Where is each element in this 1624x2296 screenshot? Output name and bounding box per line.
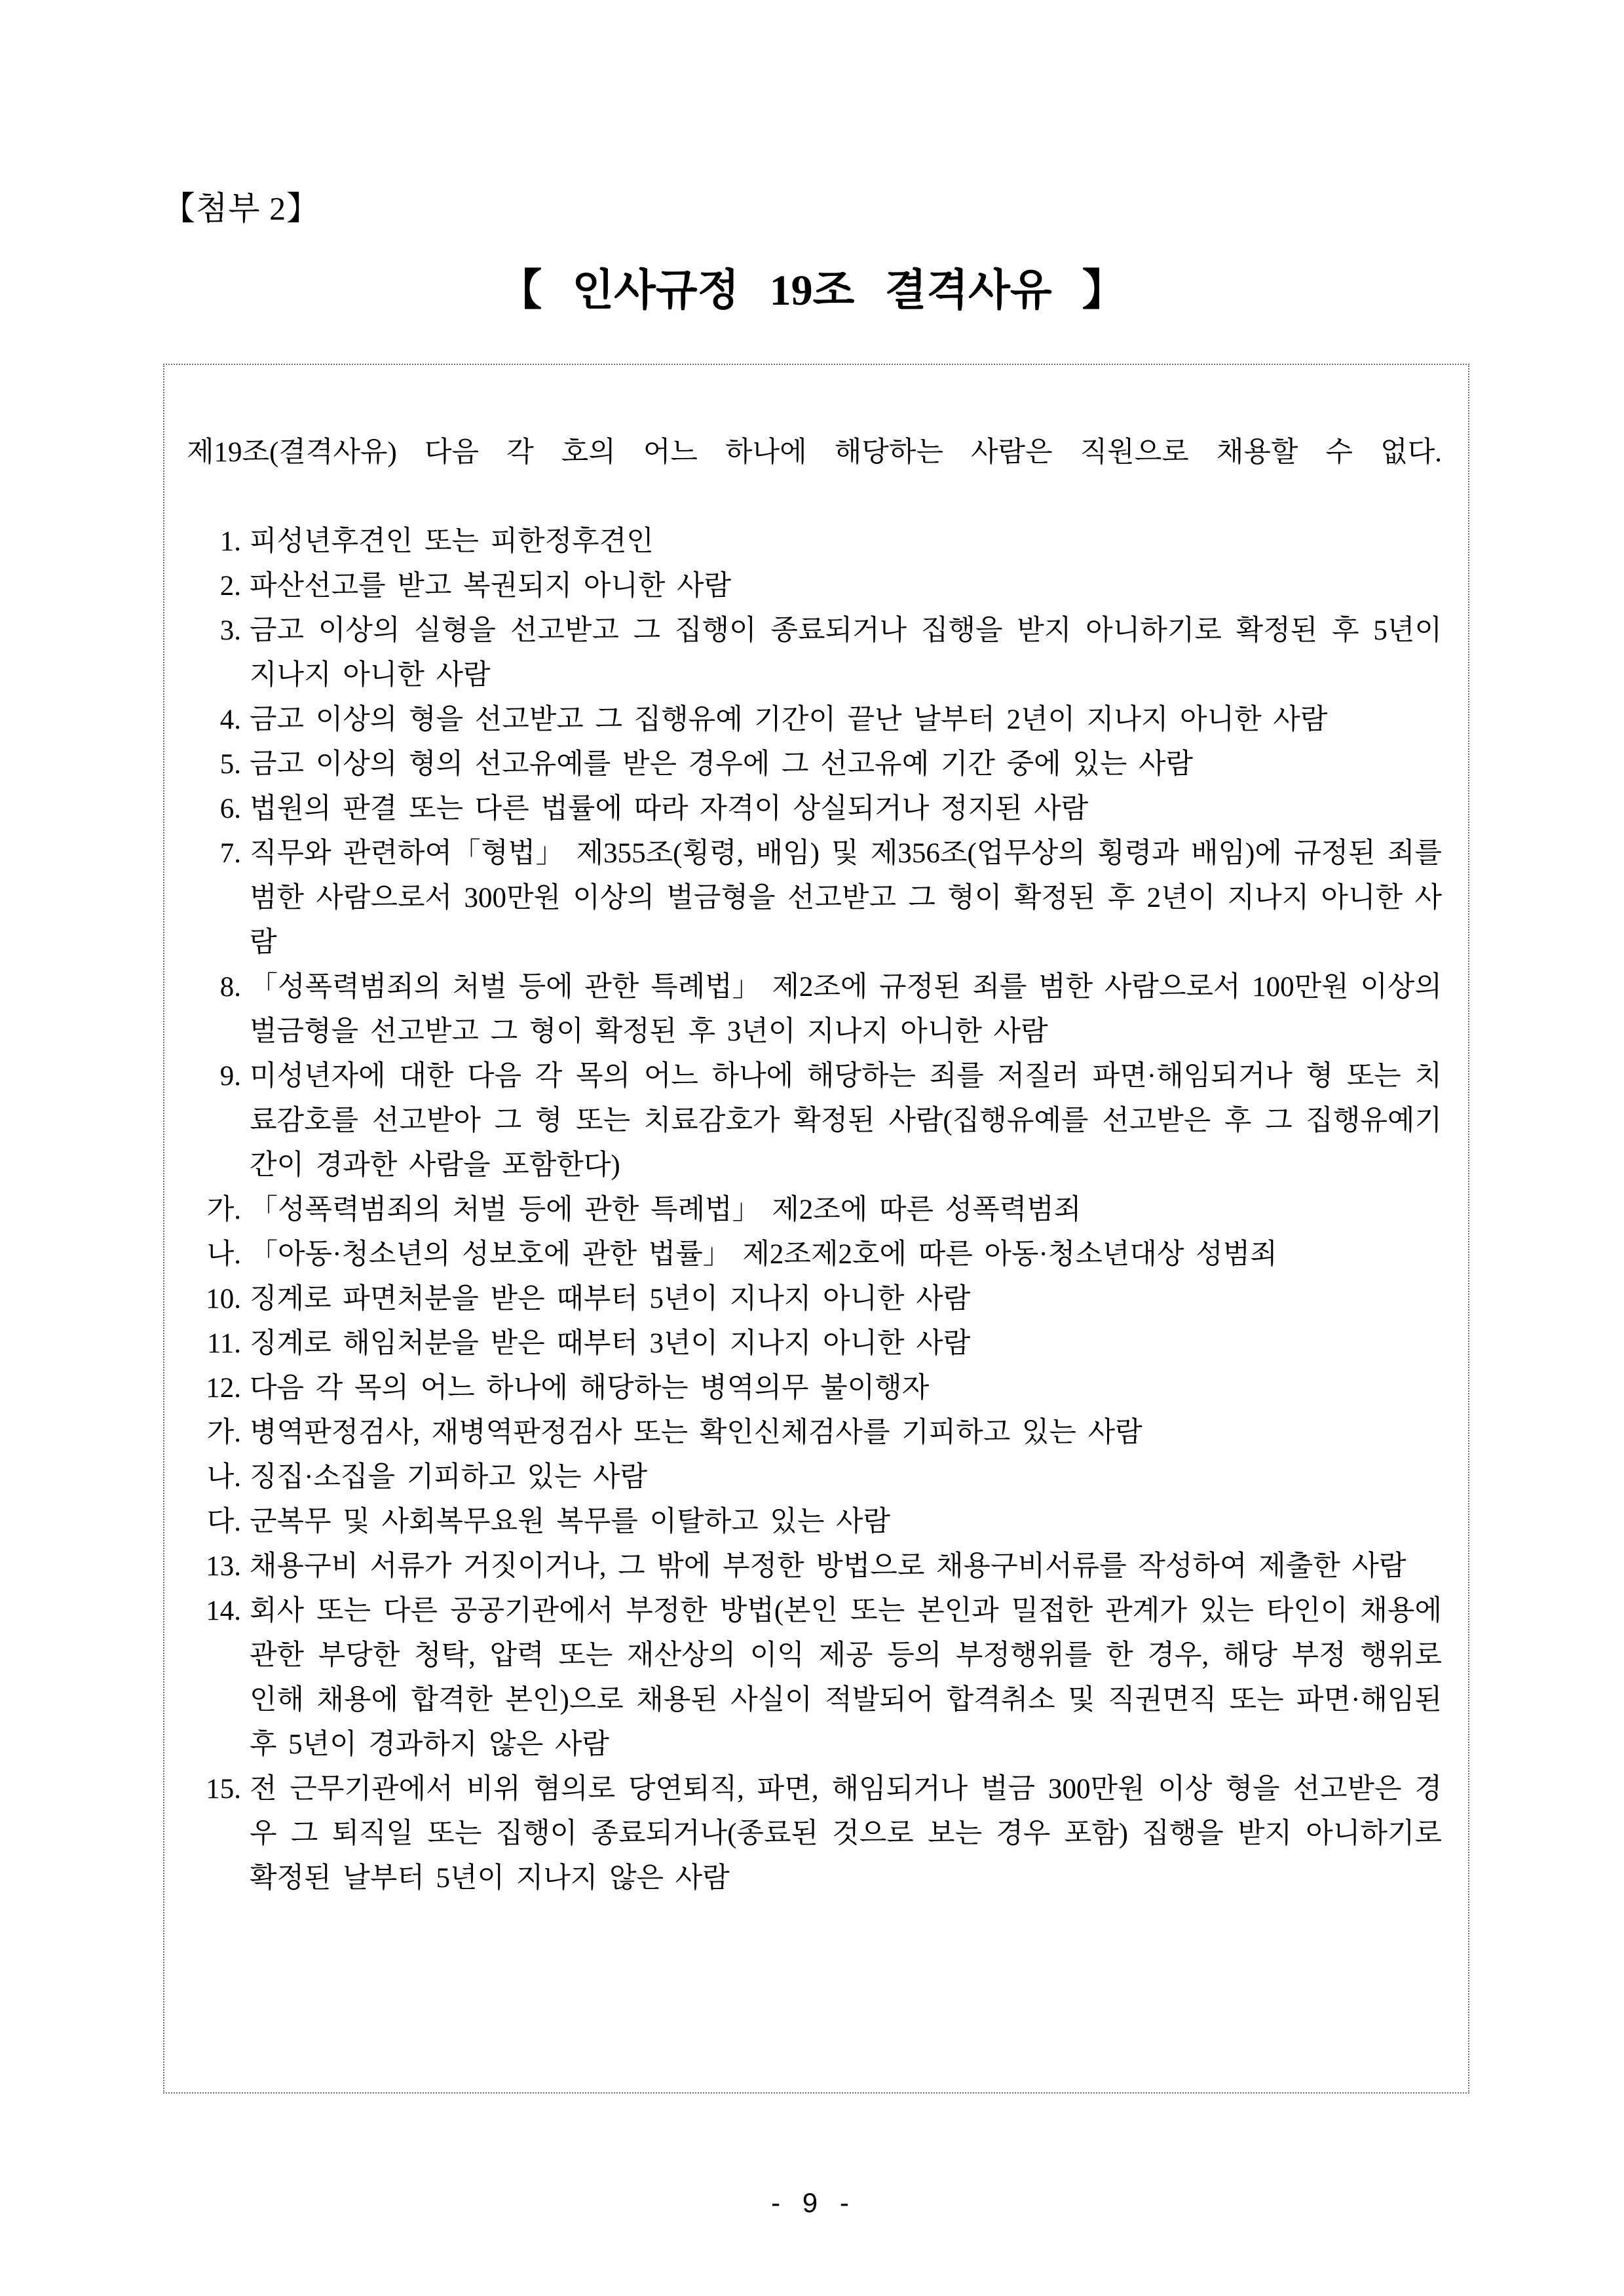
list-item [187, 965, 1442, 1054]
list-item-text: 전 근무기관에서 비위 혐의로 당연퇴직, 파면, 해임되거나 벌금 300만원 이상 형을 선고받은 경우 그 퇴직일 또는 집행이 종료되거나(종료된 것으로 보는 경우 포함) 집행을 받지 아니하기로 확정된 날부터 5년이 지나지 않은 사람 [250, 1774, 1442, 1894]
list-item [187, 1366, 1442, 1411]
list-item [187, 1188, 1442, 1233]
list-item [187, 1455, 1442, 1500]
list-item-marker: 15. [206, 1774, 241, 1805]
list-item-text: 피성년후견인 또는 피한정후견인 [250, 526, 654, 557]
list-item [187, 520, 1442, 564]
list-item-text: 징집·소집을 기피하고 있는 사람 [250, 1462, 648, 1493]
list-item-text: 직무와 관련하여「형법」 제355조(횡령, 배임) 및 제356조(업무상의 횡령과 배임)에 규정된 죄를 범한 사람으로서 300만원 이상의 벌금형을 선고받고 그 형이 확정된 후 2년이 지나지 아니한 사람 [250, 838, 1442, 958]
list-item-marker: 13. [206, 1551, 241, 1582]
article-box [163, 364, 1469, 2094]
list-item-marker: 5. [219, 749, 241, 780]
list-item-marker: 3. [219, 615, 241, 646]
article-item-list [187, 520, 1442, 1901]
article-intro: 제19조(결격사유) 다음 각 호의 어느 하나에 해당하는 사람은 직원으로 채용할 수 없다. [187, 437, 1442, 468]
list-item-text: 병역판정검사, 재병역판정검사 또는 확인신체검사를 기피하고 있는 사람 [250, 1417, 1142, 1448]
list-item-marker: 4. [219, 704, 241, 735]
list-item-text: 징계로 해임처분을 받은 때부터 3년이 지나지 아니한 사람 [250, 1328, 971, 1359]
list-item [187, 1500, 1442, 1544]
list-item [187, 742, 1442, 787]
list-item-text: 징계로 파면처분을 받은 때부터 5년이 지나지 아니한 사람 [250, 1284, 971, 1314]
list-item [187, 1054, 1442, 1188]
list-item-marker: 가. [206, 1195, 241, 1225]
list-item-marker: 2. [219, 571, 241, 602]
list-item [187, 1322, 1442, 1366]
list-item-marker: 다. [206, 1506, 241, 1537]
list-item-text: 파산선고를 받고 복권되지 아니한 사람 [250, 571, 732, 602]
list-item-text: 「성폭력범죄의 처벌 등에 관한 특례법」 제2조에 규정된 죄를 범한 사람으로서 100만원 이상의 벌금형을 선고받고 그 형이 확정된 후 3년이 지나지 아니한 사람 [250, 972, 1442, 1047]
list-item [187, 1411, 1442, 1455]
list-item [187, 787, 1442, 832]
list-item-marker: 14. [206, 1596, 241, 1626]
list-item [187, 1277, 1442, 1322]
list-item-text: 군복무 및 사회복무요원 복무를 이탈하고 있는 사람 [250, 1506, 891, 1537]
list-item-marker: 9. [219, 1061, 241, 1092]
list-item-marker: 11. [206, 1328, 241, 1359]
list-item [187, 1233, 1442, 1277]
list-item-marker: 12. [206, 1373, 241, 1404]
list-item [187, 1544, 1442, 1589]
list-item-text: 미성년자에 대한 다음 각 목의 어느 하나에 해당하는 죄를 저질러 파면·해임되거나 형 또는 치료감호를 선고받아 그 형 또는 치료감호가 확정된 사람(집행유예를 선고받은 후 그 집행유예기간이 경과한 사람을 포함한다) [250, 1061, 1442, 1181]
list-item-text: 금고 이상의 형을 선고받고 그 집행유예 기간이 끝난 날부터 2년이 지나지 아니한 사람 [250, 704, 1328, 735]
list-item-marker: 8. [219, 972, 241, 1003]
list-item-text: 다음 각 목의 어느 하나에 해당하는 병역의무 불이행자 [250, 1373, 930, 1404]
list-item [187, 564, 1442, 609]
list-item-text: 금고 이상의 형의 선고유예를 받은 경우에 그 선고유예 기간 중에 있는 사람 [250, 749, 1194, 780]
attachment-label: 【첨부 2】 [162, 190, 320, 227]
list-item-marker: 나. [206, 1239, 241, 1270]
list-item [187, 609, 1442, 698]
list-item-marker: 가. [206, 1417, 241, 1448]
list-item-text: 「아동·청소년의 성보호에 관한 법률」 제2조제2호에 따른 아동·청소년대상 성범죄 [250, 1239, 1277, 1270]
list-item [187, 1589, 1442, 1767]
page-title: 【 인사규정 19조 결격사유 】 [499, 267, 1125, 315]
list-item-text: 회사 또는 다른 공공기관에서 부정한 방법(본인 또는 본인과 밀접한 관계가 있는 타인이 채용에 관한 부당한 청탁, 압력 또는 재산상의 이익 제공 등의 부정행위를 한 경우, 해당 부정 행위로 인해 채용에 합격한 본인)으로 채용된 사실이 적발되어 합격취소 및 직권면직 또는 파면·해임된 후 5년이 경과하지 않은 사람 [250, 1596, 1442, 1760]
list-item-text: 「성폭력범죄의 처벌 등에 관한 특례법」 제2조에 따른 성폭력범죄 [250, 1195, 1082, 1225]
list-item-marker: 1. [219, 526, 241, 557]
list-item-text: 채용구비 서류가 거짓이거나, 그 밖에 부정한 방법으로 채용구비서류를 작성하여 제출한 사람 [250, 1551, 1407, 1582]
list-item-text: 금고 이상의 실형을 선고받고 그 집행이 종료되거나 집행을 받지 아니하기로 확정된 후 5년이 지나지 아니한 사람 [250, 615, 1442, 691]
page-number: - 9 - [771, 2187, 853, 2218]
list-item-marker: 10. [206, 1284, 241, 1314]
list-item-marker: 7. [219, 838, 241, 869]
list-item [187, 698, 1442, 742]
list-item-text: 법원의 판결 또는 다른 법률에 따라 자격이 상실되거나 정지된 사람 [250, 794, 1089, 824]
list-item [187, 832, 1442, 965]
list-item-marker: 6. [219, 794, 241, 824]
list-item-marker: 나. [206, 1462, 241, 1493]
list-item [187, 1767, 1442, 1901]
